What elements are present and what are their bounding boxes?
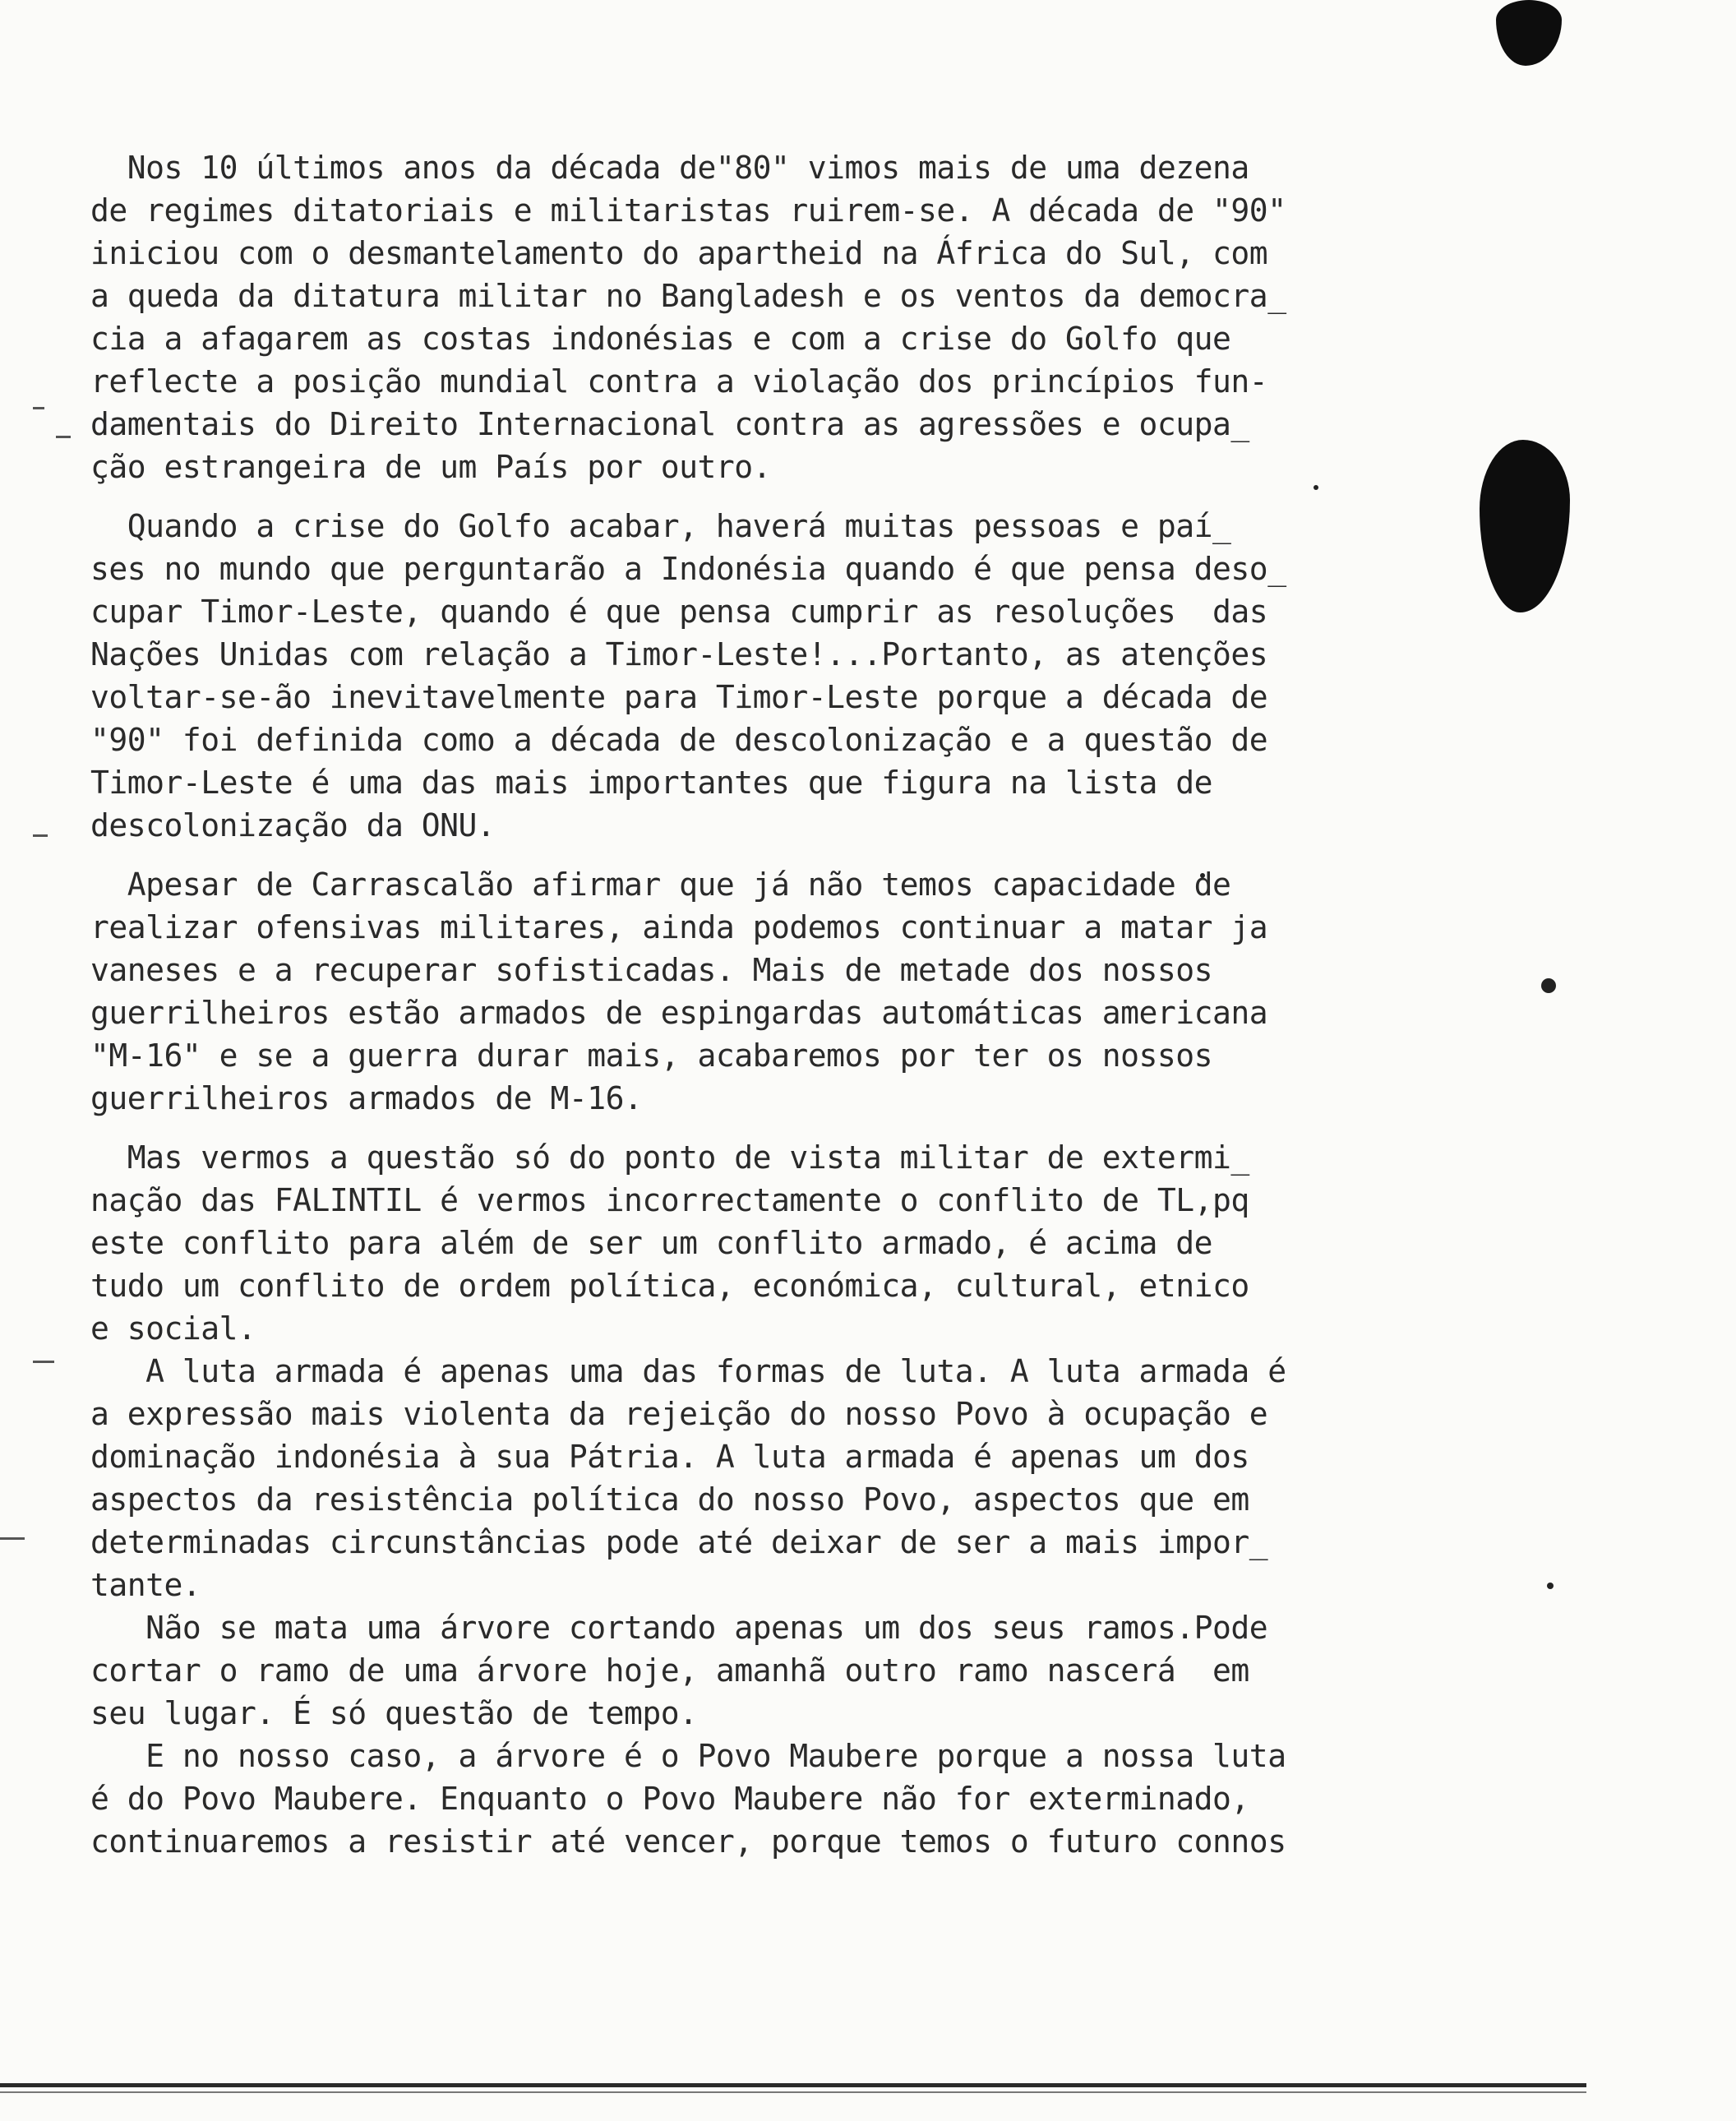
text-line: a expressão mais violenta da rejeição do nosso Povo à ocupação e <box>90 1396 1268 1432</box>
text-line: A luta armada é apenas uma das formas de luta. A luta armada é <box>90 1353 1286 1389</box>
text-line: cia a afagarem as costas indonésias e com a crise do Golfo que <box>90 321 1231 357</box>
text-line: vaneses e a recuperar sofisticadas. Mais de metade dos nossos <box>90 952 1213 988</box>
margin-mark <box>33 834 48 837</box>
text-line: Timor-Leste é uma das mais importantes que figura na lista de <box>90 765 1213 801</box>
margin-mark <box>33 1361 54 1363</box>
text-line: tante. <box>90 1567 201 1603</box>
text-line: determinadas circunstâncias pode até deixar de ser a mais impor_ <box>90 1524 1268 1560</box>
text-line: ção estrangeira de um País por outro. <box>90 449 771 485</box>
ink-blot-right <box>1480 440 1570 612</box>
text-line: damentais do Direito Internacional contra as agressões e ocupa_ <box>90 406 1249 442</box>
text-line: continuaremos a resistir até vencer, porque temos o futuro connos <box>90 1823 1286 1860</box>
margin-mark <box>0 1537 25 1540</box>
paragraph-3 <box>90 863 1438 1120</box>
paragraph-4 <box>90 1136 1438 1350</box>
text-line: Não se mata uma árvore cortando apenas um dos seus ramos.Pode <box>90 1610 1268 1646</box>
bottom-rule-shadow <box>0 2091 1586 2093</box>
typed-letter-body <box>90 146 1438 1863</box>
text-line: aspectos da resistência política do nosso Povo, aspectos que em <box>90 1481 1249 1518</box>
text-line: Quando a crise do Golfo acabar, haverá muitas pessoas e paí_ <box>90 508 1231 544</box>
ink-dot <box>1541 978 1556 993</box>
text-line: Apesar de Carrascalão afirmar que já não temos capacidade de <box>90 866 1231 903</box>
text-line: seu lugar. É só questão de tempo. <box>90 1695 698 1731</box>
text-line: este conflito para além de ser um conflito armado, é acima de <box>90 1225 1213 1261</box>
paragraph-7 <box>90 1735 1438 1863</box>
paragraph-1 <box>90 146 1438 488</box>
text-line: E no nosso caso, a árvore é o Povo Maubere porque a nossa luta <box>90 1738 1286 1774</box>
text-line: guerrilheiros estão armados de espingardas automáticas americana <box>90 995 1268 1031</box>
text-line: é do Povo Maubere. Enquanto o Povo Maubere não for exterminado, <box>90 1781 1249 1817</box>
text-line: descolonização da ONU. <box>90 807 496 843</box>
text-line: reflecte a posição mundial contra a violação dos princípios fun- <box>90 363 1268 400</box>
text-line: voltar-se-ão inevitavelmente para Timor-Leste porque a década de <box>90 679 1268 715</box>
paragraph-2 <box>90 505 1438 847</box>
text-line: dominação indonésia à sua Pátria. A luta armada é apenas um dos <box>90 1439 1249 1475</box>
paragraph-5 <box>90 1350 1438 1606</box>
ink-blot-top <box>1496 0 1562 66</box>
text-line: cupar Timor-Leste, quando é que pensa cumprir as resoluções das <box>90 594 1268 630</box>
text-line: "90" foi definida como a década de descolonização e a questão de <box>90 722 1268 758</box>
text-line: ses no mundo que perguntarão a Indonésia quando é que pensa deso_ <box>90 551 1286 587</box>
text-line: Nações Unidas com relação a Timor-Leste!...Portanto, as atenções <box>90 636 1268 672</box>
text-line: nação das FALINTIL é vermos incorrectamente o conflito de TL,pq <box>90 1182 1249 1218</box>
text-line: a queda da ditatura militar no Bangladesh e os ventos da democra_ <box>90 278 1286 314</box>
text-line: guerrilheiros armados de M-16. <box>90 1080 643 1116</box>
text-line: "M-16" e se a guerra durar mais, acabaremos por ter os nossos <box>90 1037 1213 1074</box>
bottom-rule <box>0 2083 1586 2087</box>
ink-dot <box>1547 1583 1554 1589</box>
text-line: Mas vermos a questão só do ponto de vista militar de extermi_ <box>90 1139 1249 1176</box>
text-line: Nos 10 últimos anos da década de"80" vimos mais de uma dezena <box>90 150 1249 186</box>
text-line: tudo um conflito de ordem política, económica, cultural, etnico <box>90 1268 1249 1304</box>
text-line: cortar o ramo de uma árvore hoje, amanhã outro ramo nascerá em <box>90 1652 1249 1689</box>
text-line: e social. <box>90 1310 256 1347</box>
margin-mark <box>56 436 71 438</box>
margin-mark <box>33 407 44 409</box>
text-line: iniciou com o desmantelamento do apartheid na África do Sul, com <box>90 235 1268 271</box>
paragraph-6 <box>90 1606 1438 1735</box>
text-line: realizar ofensivas militares, ainda podemos continuar a matar ja <box>90 909 1268 945</box>
text-line: de regimes ditatoriais e militaristas ruirem-se. A década de "90" <box>90 192 1286 229</box>
